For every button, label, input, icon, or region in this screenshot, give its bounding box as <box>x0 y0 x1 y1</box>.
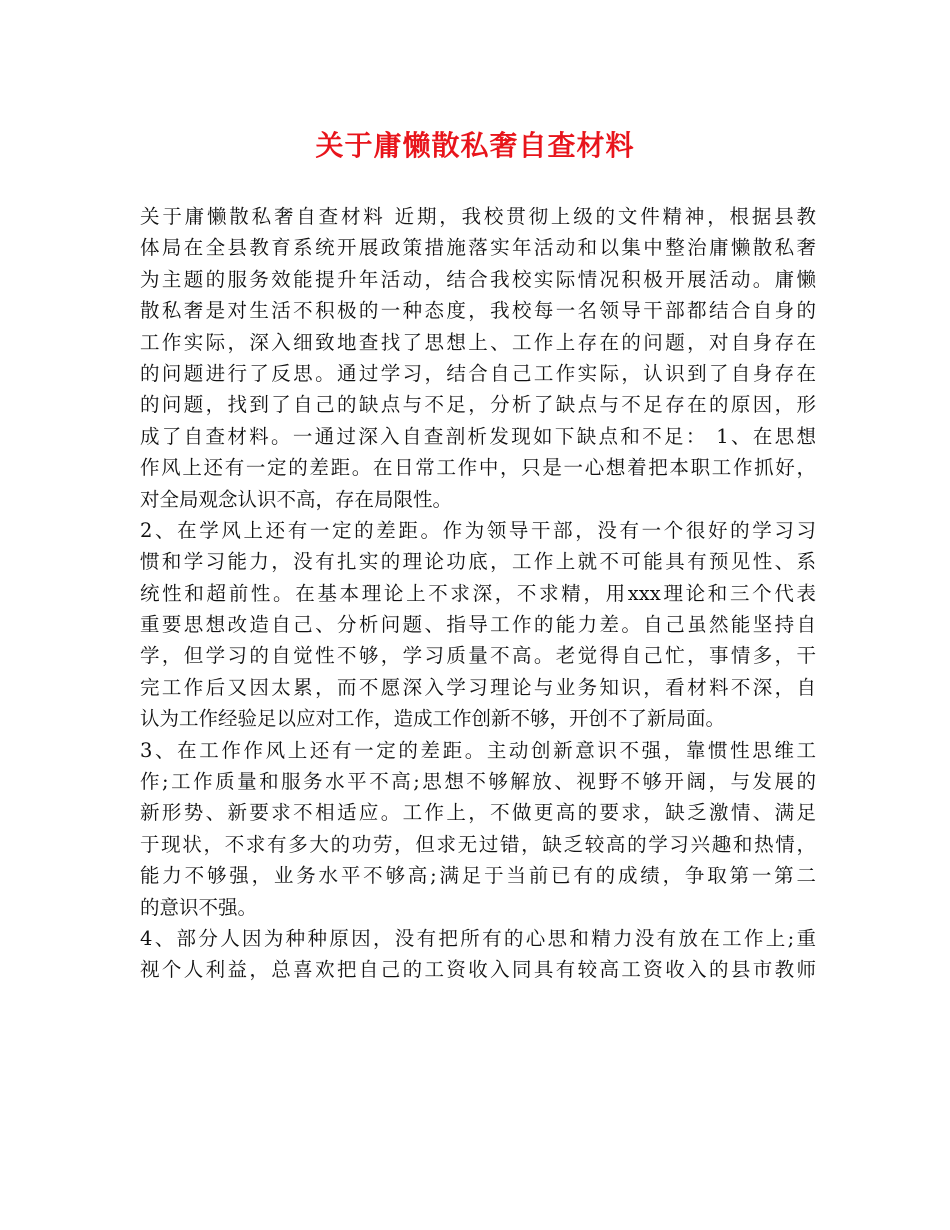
document-body <box>140 201 816 986</box>
body-line: 关于庸懒散私奢自查材料 近期，我校贯彻上级的文件精神，根据县教 <box>140 205 816 228</box>
body-line: 散私奢是对生活不积极的一种态度，我校每一名领导干部都结合自身的 <box>140 299 816 323</box>
body-line: 视个人利益，总喜欢把自己的工资收入同具有较高工资收入的县市教师 <box>140 958 816 982</box>
body-line: 体局在全县教育系统开展政策措施落实年活动和以集中整治庸懒散私奢 <box>140 236 816 260</box>
body-line: 的问题进行了反思。通过学习，结合自己工作实际，认识到了自身存在 <box>140 361 816 385</box>
body-line: 学，但学习的自觉性不够，学习质量不高。老觉得自己忙，事情多，干 <box>140 644 816 668</box>
body-line: 作风上还有一定的差距。在日常工作中，只是一心想着把本职工作抓好， <box>140 456 816 480</box>
body-line: 重要思想改造自己、分析问题、指导工作的能力差。自己虽然能坚持自 <box>140 613 816 637</box>
body-line: 2、在学风上还有一定的差距。作为领导干部，没有一个很好的学习习 <box>140 518 816 542</box>
body-line: 作;工作质量和服务水平不高;思想不够解放、视野不够开阔，与发展的 <box>140 770 816 794</box>
body-line: 惯和学习能力，没有扎实的理论功底，工作上就不可能具有预见性、系 <box>140 550 816 574</box>
body-line: 统性和超前性。在基本理论上不求深，不求精，用xxx理论和三个代表 <box>140 581 816 605</box>
body-line: 的意识不强。 <box>140 895 258 919</box>
body-line: 的问题，找到了自己的缺点与不足，分析了缺点与不足存在的原因，形 <box>140 393 816 417</box>
body-line: 工作实际，深入细致地查找了思想上、工作上存在的问题，对自身存在 <box>140 330 816 354</box>
body-line: 为主题的服务效能提升年活动，结合我校实际情况积极开展活动。庸懒 <box>140 267 816 291</box>
body-line: 新形势、新要求不相适应。工作上，不做更高的要求，缺乏激情、满足 <box>140 801 816 825</box>
body-line: 认为工作经验足以应对工作，造成工作创新不够，开创不了新局面。 <box>140 707 726 731</box>
body-line: 能力不够强，业务水平不够高;满足于当前已有的成绩，争取第一第二 <box>140 864 816 888</box>
body-line: 于现状，不求有多大的功劳，但求无过错，缺乏较高的学习兴趣和热情， <box>140 832 816 856</box>
body-line: 3、在工作作风上还有一定的差距。主动创新意识不强，靠惯性思维工 <box>140 738 816 762</box>
body-line: 对全局观念认识不高，存在局限性。 <box>140 487 453 511</box>
body-line: 完工作后又因太累，而不愿深入学习理论与业务知识，看材料不深，自 <box>140 675 816 699</box>
body-line: 成了自查材料。一通过深入自查剖析发现如下缺点和不足： 1、在思想 <box>140 424 816 448</box>
document-title: 关于庸懒散私奢自查材料 <box>315 129 635 162</box>
body-line: 4、部分人因为种种原因，没有把所有的心思和精力没有放在工作上;重 <box>140 926 816 950</box>
